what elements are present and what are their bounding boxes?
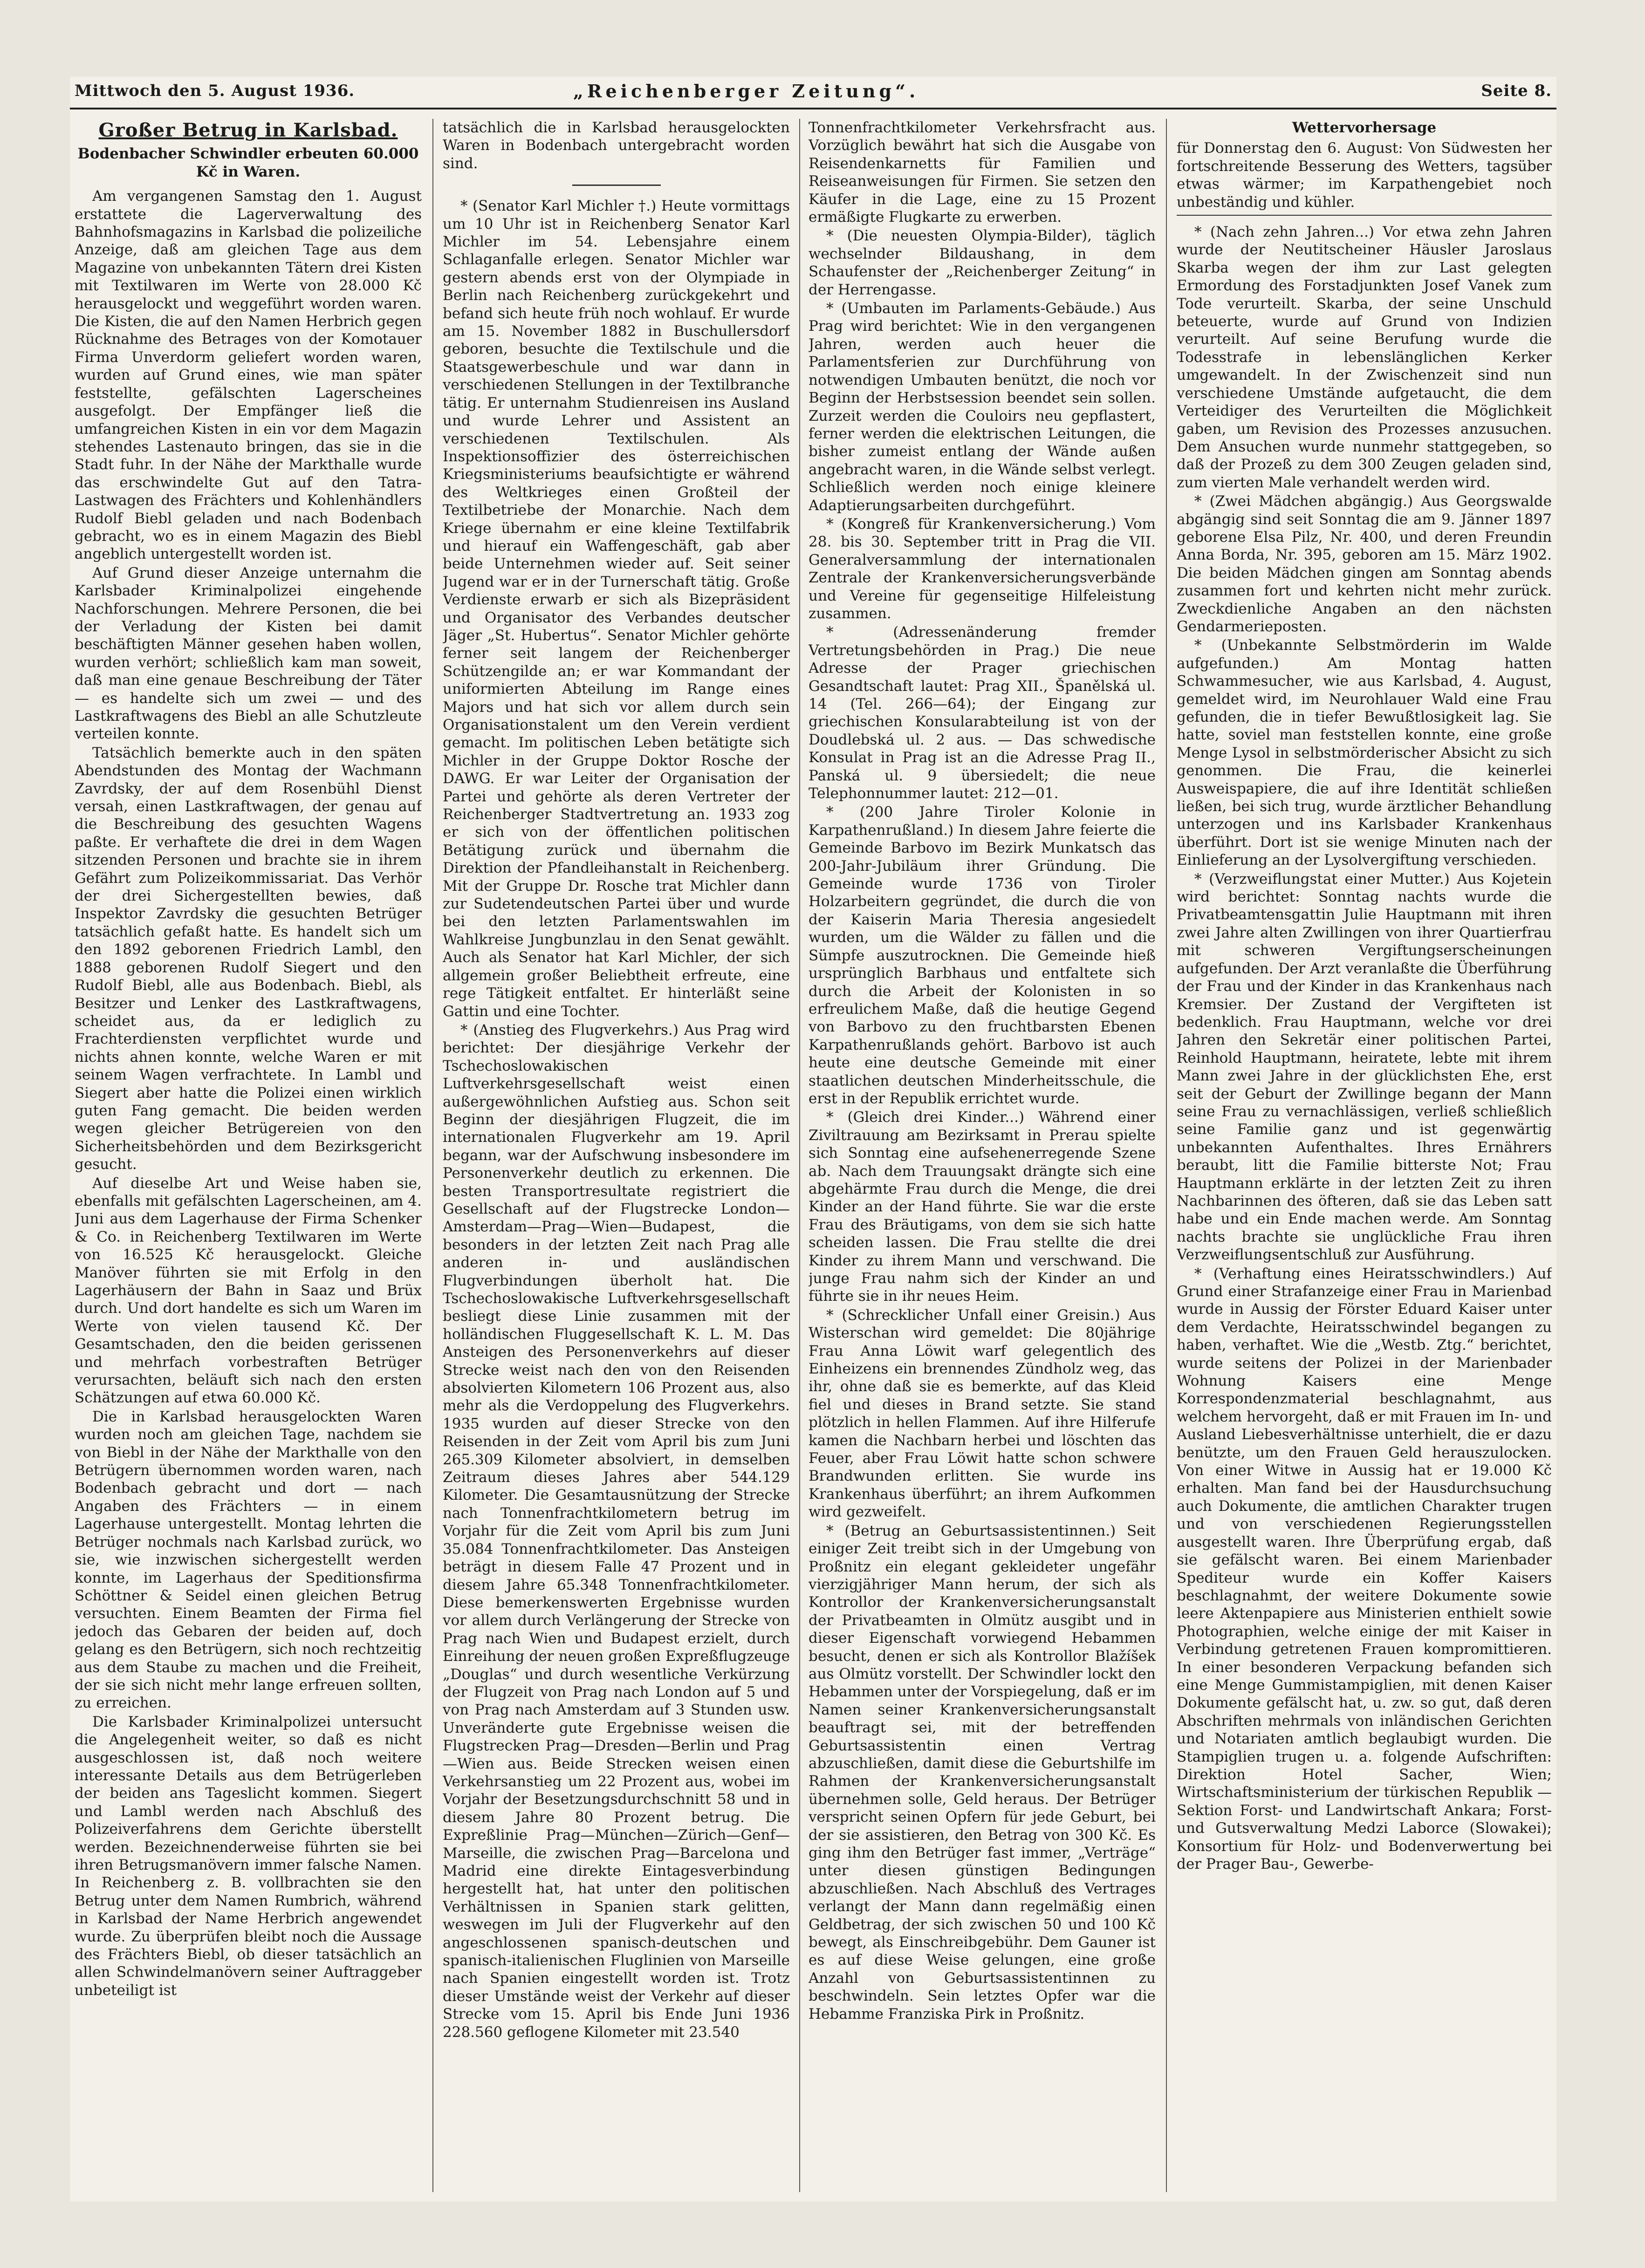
paragraph: Tatsächlich bemerkte auch in den späten Abendstunden des Montag der Wachmann Zavrdsky, der auf dem Rosenbühl Dienst versah, einen Lastkraftwagen, der genau auf die Beschreibung des gesuchten Wagens paßte. Er verhaftete die drei in dem Wagen sitzenden Personen und brachte sie in ihrem Gefährt zum Polizeikommissariat. Das Verhör der drei Sichergestellten bewies, daß Inspektor Zavrdsky die gesuchten Betrüger tatsächlich gefaßt hatte. Es handelt sich um den 1892 geborenen Friedrich Lambl, den 1888 geborenen Rudolf Siegert und den Rudolf Biebl, alle aus Bodenbach. Biebl, als Besitzer und Lenker des Lastkraftwagens, scheidet aus, da er lediglich zu Frachterdiensten verpflichtet wurde und nichts ahnen konnte, welche Waren er mit seinem Wagen verfrachtete. In Lambl und Siegert aber hatte die Polizei einen wirklich guten Fang gemacht. Die beiden werden wegen gleicher Betrügereien von den Sicherheitsbehörden und dem Bezirksgericht gesucht. [75, 744, 422, 1173]
weather-title: Wettervorhersage [1292, 119, 1437, 136]
paragraph: Auf dieselbe Art und Weise haben sie, ebenfalls mit gefälschten Lagerscheinen, am 4. Juni aus dem Lagerhause der Firma Schenker & Co. in Reichenberg Textilwaren im Werte von 16.525 Kč herausgelockt. Gleiche Manöver führten sie mit Erfolg in den Lagerhäusern der Bahn in Saaz und Brüx durch. Und dort handelte es sich um Waren im Werte von vielen tausend Kč. Der Gesamtschaden, den die beiden gerissenen und mehrfach vorbestraften Betrüger verursachten, beläuft sich nach den ersten Schätzungen auf etwa 60.000 Kč. [75, 1175, 422, 1407]
weather-forecast: für Donnerstag den 6. August: Von Südwesten her fortschreitende Besserung des Wetters, tagsüber etwas wärmer; im Karpathengebiet noch unbeständig und kühler. [1177, 140, 1552, 211]
header-rule [70, 108, 1556, 109]
news-item-unfall-greisin: * (Schrecklicher Unfall einer Greisin.) Aus Wisterschan wird gemeldet: Die 80jährige Frau Anna Löwit warf gelegentlich des Einheizens ein brennendes Zündholz weg, das ihr, ohne daß sie es bemerkte, auf das Kleid fiel und dieses in Brand setzte. Sie stand plötzlich in hellen Flammen. Auf ihre Hilferufe kamen die Nachbarn herbei und löschten das Feuer, aber Frau Löwit hatte schon schwere Brandwunden erlitten. Sie wurde ins Krankenhaus überführt; an ihrem Aufkommen wird gezweifelt. [809, 1306, 1156, 1521]
issue-date: Mittwoch den 5. August 1936. [75, 82, 355, 100]
newspaper-page [70, 77, 1556, 2201]
column-divider [432, 119, 433, 2192]
news-item-maedchen: * (Zwei Mädchen abgängig.) Aus Georgswalde abgängig sind seit Sonntag die am 9. Jänner 1897 geborene Elsa Pilz, Nr. 400, und deren Freundin Anna Borda, Nr. 395, geboren am 15. März 1902. Die beiden Mädchen gingen am Sonntag abends zusammen fort und kehrten nicht mehr zurück. Zweckdienliche Angaben an den nächsten Gendarmerieposten. [1177, 493, 1552, 635]
masthead: „Reichenberger Zeitung“. [573, 81, 919, 102]
news-item-zehn-jahre: * (Nach zehn Jahren...) Vor etwa zehn Jahren wurde der Neutitscheiner Häusler Jaroslaus Skarba wegen der ihm zur Last gelegten Ermordung des Forstadjunkten Josef Vanek zum Tode verurteilt. Skarba, der seine Unschuld beteuerte, wurde auf Grund von Indizien verurteilt. Auf seine Berufung wurde die Todesstrafe in lebenslänglichen Kerker umgewandelt. In der Zwischenzeit sind nun verschiedene Umstände aufgetaucht, die dem Verteidiger des Verurteilten die Möglichkeit gaben, um Revision des Prozesses anzusuchen. Dem Ansuchen wurde nunmehr stattgegeben, so daß der Prozeß zu dem 300 Zeugen geladen sind, zum vierten Male verhandelt werden wird. [1177, 224, 1552, 491]
column-divider [799, 119, 800, 2192]
weather-rule [1177, 215, 1552, 216]
column-4 [1177, 119, 1552, 2192]
news-item-olympia-bilder: * (Die neuesten Olympia-Bilder), täglich wechselnder Bildaushang, in dem Schaufenster der „Reichenberger Zeitung“ in der Herrengasse. [809, 227, 1156, 298]
column-divider [1166, 119, 1167, 2192]
paragraph: Am vergangenen Samstag den 1. August erstattete die Lagerverwaltung des Bahnhofsmagazins in Karlsbad die polizeiliche Anzeige, daß am gleichen Tage aus dem Magazine von unbekannten Tätern drei Kisten mit Textilwaren im Werte von 28.000 Kč herausgelockt und weggeführt worden waren. Die Kisten, die auf den Namen Herbrich gegen Rücknahme des Betrages von der Komotauer Firma Unverdorm geliefert worden waren, wurden auf Grund eines, wie man später feststellte, gefälschten Lagerscheines ausgefolgt. Der Empfänger ließ die umfangreichen Kisten in ein vor dem Magazin stehendes Lastenauto bringen, das sie in die Stadt fuhr. In der Nähe der Markthalle wurde das erschwindelte Gut auf den Tatra-Lastwagen des Frächters und Kohlenhändlers Rudolf Biebl geladen und nach Bodenbach gebracht, wo es in einem Magazin des Biebl angeblich untergestellt worden ist. [75, 188, 422, 563]
news-item-flugverkehr: * (Anstieg des Flugverkehrs.) Aus Prag wird berichtet: Der diesjährige Verkehr der Tschechoslowakischen Luftverkehrsgesellschaft weist einen außergewöhnlichen Aufstieg aus. Schon seit Beginn der diesjährigen Flugzeit, die im internationalen Flugverkehr am 19. April begann, war der Aufschwung insbesondere im Personenverkehr deutlich zu erkennen. Die besten Transportresultate registriert die Gesellschaft auf der Flugstrecke London—Amsterdam—Prag—Wien—Budapest, die besonders in der letzten Zeit nach Prag alle anderen in- und ausländischen Flugverbindungen überholt hat. Die Tschechoslowakische Luftverkehrsgesellschaft besliegt diese Linie zusammen mit der holländischen Fluggesellschaft K. L. M. Das Ansteigen des Personenverkehrs auf dieser Strecke weist nach den von den Reisenden absolvierten Kilometern 106 Prozent aus, also mehr als die Verdoppelung des Flugverkehrs. 1935 wurden auf dieser Strecke von den Reisenden in der Zeit vom April bis zum Juni 265.309 Kilometer absolviert, in demselben Zeitraum dieses Jahres aber 544.129 Kilometer. Die Gesamtausnützung der Strecke nach Tonnenfrachtkilometern betrug im Vorjahr für die Zeit vom April bis zum Juni 35.084 Tonnenfrachtkilometer. Das Ansteigen beträgt in diesem Falle 47 Prozent und in diesem Jahre 65.348 Tonnenfrachtkilometer. Diese bemerkenswerten Ergebnisse wurden vor allem durch Verlängerung der Strecke von Prag nach Wien und Budapest erzielt, durch Einreihung der neuen großen Expreßflugzeuge „Douglas“ und durch wesentliche Verkürzung der Flugzeit von Prag nach London auf 5 und von Prag nach Amsterdam auf 3 Stunden usw. Unveränderte gute Ergebnisse weisen die Flugstrecken Prag—Dresden—Berlin und Prag—Wien aus. Beide Strecken weisen einen Verkehrsanstieg um 22 Prozent aus, wobei im Vorjahr der Besetzungsdurchschnitt 58 und in diesem Jahre 80 Prozent betrug. Die Expreßlinie Prag—München—Zürich—Genf—Marseille, die zwischen Prag—Barcelona und Madrid eine direkte Eintagesverbindung hergestellt hat, hat unter den politischen Verhältnissen in Spanien stark gelitten, weswegen im Juli der Flugverkehr auf den angeschlossenen spanisch-deutschen und spanisch-italienischen Fluglinien von Marseille nach Spanien eingestellt worden ist. Trotz dieser Umstände weist der Verkehr auf dieser Strecke vom 15. April bis Ende Juni 1936 228.560 geflogene Kilometer mit 23.540 [443, 1021, 790, 2041]
news-item-kongress: * (Kongreß für Krankenversicherung.) Vom 28. bis 30. September tritt in Prag die VII. Generalversammlung der internationalen Zentrale der Krankenversicherungsverbände und Vereine für gegenseitige Hilfeleistung zusammen. [809, 515, 1156, 622]
news-item-parlament: * (Umbauten im Parlaments-Gebäude.) Aus Prag wird berichtet: Wie in den vergangenen Jahren, werden auch heuer die Parlamentsferien zur Durchführung von notwendigen Umbauten benützt, die noch vor Beginn der Herbstsession beendet sein sollen. Zurzeit werden die Couloirs neu gepflastert, ferner werden die elektrischen Leitungen, die bisher zumeist entlang der Wände außen angebracht waren, in die Wände selbst verlegt. Schließlich werden noch einige kleinere Adaptierungsarbeiten durchgeführt. [809, 300, 1156, 514]
paragraph: Die Karlsbader Kriminalpolizei untersucht die Angelegenheit weiter, so daß es nicht ausgeschlossen ist, daß noch weitere interessante Details aus dem Betrügerleben der beiden ans Tageslicht kommen. Siegert und Lambl werden nach Abschluß des Polizeiverfahrens dem Gerichte überstellt werden. Bezeichnenderweise führten sie bei ihren Betrugsmanövern immer falsche Namen. In Reichenberg z. B. vollbrachten sie den Betrug unter dem Namen Rumbrich, während in Karlsbad der Name Herbrich angewendet wurde. Zu überprüfen bleibt noch die Aussage des Frächters Biebl, ob dieser tatsächlich an allen Schwindelmanövern seiner Auftraggeber unbeteiligt ist [75, 1713, 422, 1999]
news-item-tiroler-kolonie: * (200 Jahre Tiroler Kolonie in Karpathenrußland.) In diesem Jahre feierte die Gemeinde Barbovo im Bezirk Munkatsch das 200-Jahr-Jubiläum ihrer Gründung. Die Gemeinde wurde 1736 von Tiroler Holzarbeitern gegründet, die durch die von der Kaiserin Maria Theresia angesiedelt wurden, um die Wälder zu fällen und die Sümpfe auszutrocknen. Die Gemeinde hieß ursprünglich Barbhaus und entfaltete sich durch die Arbeit der Kolonisten in so erfreulichem Maße, daß die heutige Gegend von Barbovo zu den fruchtbarsten Ebenen Karpathenrußlands gehört. Barbovo ist auch heute eine deutsche Gemeinde mit einer staatlichen deutschen Minderheitsschule, die erst in der Republik errichtet wurde. [809, 804, 1156, 1107]
column-2 [443, 119, 790, 2192]
article-headline: Großer Betrug in Karlsbad. [98, 119, 398, 141]
paragraph: Tonnenfrachtkilometer Verkehrsfracht aus. Vorzüglich bewährt hat sich die Ausgabe von Reisendenkarnetts für Familien und Reiseanweisungen für Firmen. Sie setzen den Käufer in die Lage, eine zu 15 Prozent ermäßigte Flugkarte zu erwerben. [809, 119, 1156, 226]
article-subheadline: Bodenbacher Schwindler erbeuten 60.000 Kč in Waren. [77, 145, 419, 180]
news-item-heiratsschwindler: * (Verhaftung eines Heiratsschwindlers.) Auf Grund einer Strafanzeige einer Frau in Marienbad wurde in Aussig der Förster Eduard Kaiser unter dem Verdachte, Heiratsschwindel begangen zu haben, verhaftet. Wie die „Westb. Ztg.“ berichtet, wurde seitens der Polizei in der Marienbader Wohnung Kaisers eine Menge Korrespondenzmaterial beschlagnahmt, aus welchem hervorgeht, daß er mit Frauen im In- und Ausland Liebesverhältnisse unterhielt, die er dazu benützte, um den Frauen Geld herauszulocken. Von einer Witwe in Aussig hat er 19.000 Kč erhalten. Man fand bei der Hausdurchsuchung auch Dokumente, die amtlichen Charakter trugen und von verschiedenen Regierungsstellen ausgestellt waren. Ihre Überprüfung ergab, daß sie gefälscht waren. Bei einem Marienbader Spediteur wurde ein Koffer Kaisers beschlagnahmt, der weitere Dokumente sowie leere Aktenpapiere aus Ministerien enthielt sowie Photographien, welche einige der mit Kaiser in Verbindung getretenen Frauen kompromittieren. In einer besonderen Verpackung befanden sich eine Menge Gummistampiglien, mit denen Kaiser Dokumente gefälscht hat, u. zw. so gut, daß deren Abschriften mehrmals von inländischen Gerichten und Notariaten amtlich beglaubigt wurden. Die Stampiglien trugen u. a. folgende Aufschriften: Direktion Hotel Sacher, Wien; Wirtschaftsministerium der türkischen Republik — Sektion Forst- und Landwirtschaft Ankara; Forst- und Gutsverwaltung Medzi Laborce (Slowakei); Konsortium für Holz- und Bodenverwertung bei der Prager Bau-, Gewerbe- [1177, 1265, 1552, 1872]
news-item-adressen: * (Adressenänderung fremder Vertretungsbehörden in Prag.) Die neue Adresse der Prager griechischen Gesandtschaft lautet: Prag XII., Španělská ul. 14 (Tel. 266—64); der Eingang zur griechischen Konsularabteilung ist von der Doudlebská ul. 2 aus. — Das schwedische Konsulat in Prag ist an die Adresse Prag II., Panská ul. 9 übersiedelt; die neue Telephonnummer lautet: 212—01. [809, 624, 1156, 802]
news-item-drei-kinder: * (Gleich drei Kinder...) Während einer Ziviltrauung am Bezirksamt in Prerau spielte sich Sonntag eine aufsehenerregende Szene ab. Nach dem Trauungsakt drängte sich eine abgehärmte Frau durch die Menge, die drei Kinder an der Hand führte. Sie war die erste Frau des Bräutigams, von dem sie sich hatte scheiden lassen. Die Frau stellte die drei Kinder zu ihrem Mann und verschwand. Die junge Frau nahm sich der Kinder an und führte sie in ihr neues Heim. [809, 1109, 1156, 1305]
news-item-mutter: * (Verzweiflungstat einer Mutter.) Aus Kojetein wird berichtet: Sonntag nachts wurde die Privatbeamtensgattin Julie Hauptmann mit ihren zwei Jahre alten Zwillingen von ihrer Quartierfrau mit schweren Vergiftungserscheinungen aufgefunden. Der Arzt veranlaßte die Überführung der Frau und der Kinder in das Krankenhaus nach Kremsier. Der Zustand der Vergifteten ist bedenklich. Frau Hauptmann, welche vor drei Jahren den Sekretär einer politischen Partei, Reinhold Hauptmann, heiratete, lebte mit ihrem Mann zwei Jahre in der glücklichsten Ehe, erst seit der Geburt der Zwillinge begann der Mann seine Frau zu vernachlässigen, verließ schließlich seine Familie ganz und ist gegenwärtig unbekannten Aufenthaltes. Ihres Ernährers beraubt, litt die Familie bitterste Not; Frau Hauptmann erklärte in der letzten Zeit zu ihren Nachbarinnen des öfteren, daß sie das Leben satt habe und ein Ende machen werde. Am Sonntag nachts brachte sie unglückliche Frau ihren Verzweiflungsentschluß zur Ausführung. [1177, 870, 1552, 1264]
column-1 [75, 119, 422, 2192]
column-3 [809, 119, 1156, 2192]
news-item-selbstmoerderin: * (Unbekannte Selbstmörderin im Walde aufgefunden.) Am Montag hatten Schwammesucher, wie aus Karlsbad, 4. August, gemeldet wird, im Neurohlauer Wald eine Frau gefunden, die in tiefer Bewußtlosigkeit lag. Sie hatte, soviel man feststellen konnte, eine große Menge Lysol in selbstmörderischer Absicht zu sich genommen. Die Frau, die keinerlei Ausweispapiere, die auf ihre Identität schließen ließen, bei sich trug, wurde ärztlicher Behandlung unterzogen und ins Karlsbader Krankenhaus überführt. Dort ist sie wenige Minuten nach der Einlieferung an der Lysolvergiftung verschieden. [1177, 637, 1552, 869]
paragraph: Die in Karlsbad herausgelockten Waren wurden noch am gleichen Tage, nachdem sie von Biebl in der Nähe der Markthalle von den Betrügern übernommen worden waren, nach Bodenbach gebracht und dort — nach Angaben des Frächters — in einem Lagerhause untergestellt. Montag lehrten die Betrüger nochmals nach Karlsbad zurück, wo sie, wie inzwischen sichergestellt werden konnte, im Lagerhaus der Speditionsfirma Schöttner & Seidel einen gleichen Betrug versuchten. Einem Beamten der Firma fiel jedoch das Gebaren der beiden auf, doch gelang es den Betrügern, sich noch rechtzeitig aus dem Staube zu machen und die Freiheit, der sie sich nicht mehr lange erfreuen sollten, zu erreichen. [75, 1408, 422, 1712]
page-number: Seite 8. [1481, 82, 1552, 100]
news-item-betrug-hebammen: * (Betrug an Geburtsassistentinnen.) Seit einiger Zeit treibt sich in der Umgebung von Proßnitz ein elegant gekleideter ungefähr vierzigjähriger Mann herum, der sich als Kontrollor der Krankenversicherungsanstalt der Privatbeamten in Olmütz ausgibt und in dieser Eigenschaft vorwiegend Hebammen besucht, denen er sich als Kontrollor Blažíšek aus Olmütz vorstellt. Der Schwindler lockt den Hebammen unter der Vorspiegelung, daß er im Namen seiner Krankenversicherungsanstalt beauftragt sei, mit der betreffenden Geburtsassistentin einen Vertrag abzuschließen, damit diese die Geburtshilfe im Rahmen der Krankenversicherungsanstalt übernehmen solle, Geld heraus. Der Betrüger verspricht seinen Opfern für jede Geburt, bei der sie assistieren, den Betrag von 300 Kč. Es ging ihm den Betrüger fast immer, „Verträge“ unter diesen günstigen Bedingungen abzuschließen. Nach Abschluß des Vertrages verlangt der Mann dann regelmäßig einen Geldbetrag, der sich zwischen 50 und 100 Kč bewegt, als Einschreibgebühr. Dem Gauner ist es auf diese Weise gelungen, eine große Anzahl von Geburtsassistentinnen zu beschwindeln. Sein letztes Opfer war die Hebamme Franziska Pirk in Proßnitz. [809, 1522, 1156, 2022]
paragraph: Auf Grund dieser Anzeige unternahm die Karlsbader Kriminalpolizei eingehende Nachforschungen. Mehrere Personen, die bei der Verladung der Kisten bei damit beschäftigten Männer gesehen haben wollen, wurden verhört; schließlich kam man soweit, daß man eine genaue Beschreibung der Täter — es handelte sich um zwei — und des Lastkraftwagens des Biebl an alle Schutzleute verteilen konnte. [75, 564, 422, 743]
page-header [70, 77, 1556, 105]
article-separator [572, 184, 661, 186]
paragraph: tatsächlich die in Karlsbad herausgelockten Waren in Bodenbach untergebracht worden sind. [443, 119, 790, 172]
news-item-senator-michler: * (Senator Karl Michler †.) Heute vormittags um 10 Uhr ist in Reichenberg Senator Karl Michler im 54. Lebensjahre einem Schlaganfalle erlegen. Senator Michler war gestern abends erst von der Olympiade in Berlin nach Reichenberg zurückgekehrt und befand sich heute früh noch wohlauf. Er wurde am 15. November 1882 in Buschullersdorf geboren, besuchte die Textilschule und die Staatsgewerbeschule und war dann in verschiedenen Stellungen in der Textilbranche tätig. Er unternahm Studienreisen ins Ausland und wurde Lehrer und Assistent an verschiedenen Textilschulen. Als Inspektionsoffizier des österreichischen Kriegsministeriums beaufsichtigte er während des Weltkrieges einen Großteil der Textilbetriebe der Monarchie. Nach dem Kriege übernahm er eine kleine Textilfabrik und hierauf ein Waffengeschäft, gab aber beide Unternehmen wieder auf. Seit seiner Jugend war er in der Turnerschaft tätig. Große Verdienste erwarb er sich als Bizepräsident und Organisator des Verbandes deutscher Jäger „St. Hubertus“. Senator Michler gehörte ferner seit langem der Reichenberger Schützengilde an; er war Kommandant der uniformierten Abteilung im Range eines Majors und hat sich vor allem durch sein Organisationstalent um den Verein verdient gemacht. Im politischen Leben betätigte sich Michler in der Gruppe Doktor Rosche der DAWG. Er war Leiter der Organisation der Partei und gehörte als deren Vertreter der Reichenberger Stadtvertretung an. 1933 zog er sich von der öffentlichen politischen Betätigung zurück und übernahm die Direktion der Pfandleihanstalt in Reichenberg. Mit der Gruppe Dr. Rosche trat Michler dann zur Sudetendeutschen Partei über und wurde bei den letzten Parlamentswahlen im Wahlkreise Jungbunzlau in den Senat gewählt. Auch als Senator hat Karl Michler, der sich allgemein großer Beliebtheit erfreute, eine rege Tätigkeit entfaltet. Er hinterläßt seine Gattin und eine Tochter. [443, 198, 790, 1020]
